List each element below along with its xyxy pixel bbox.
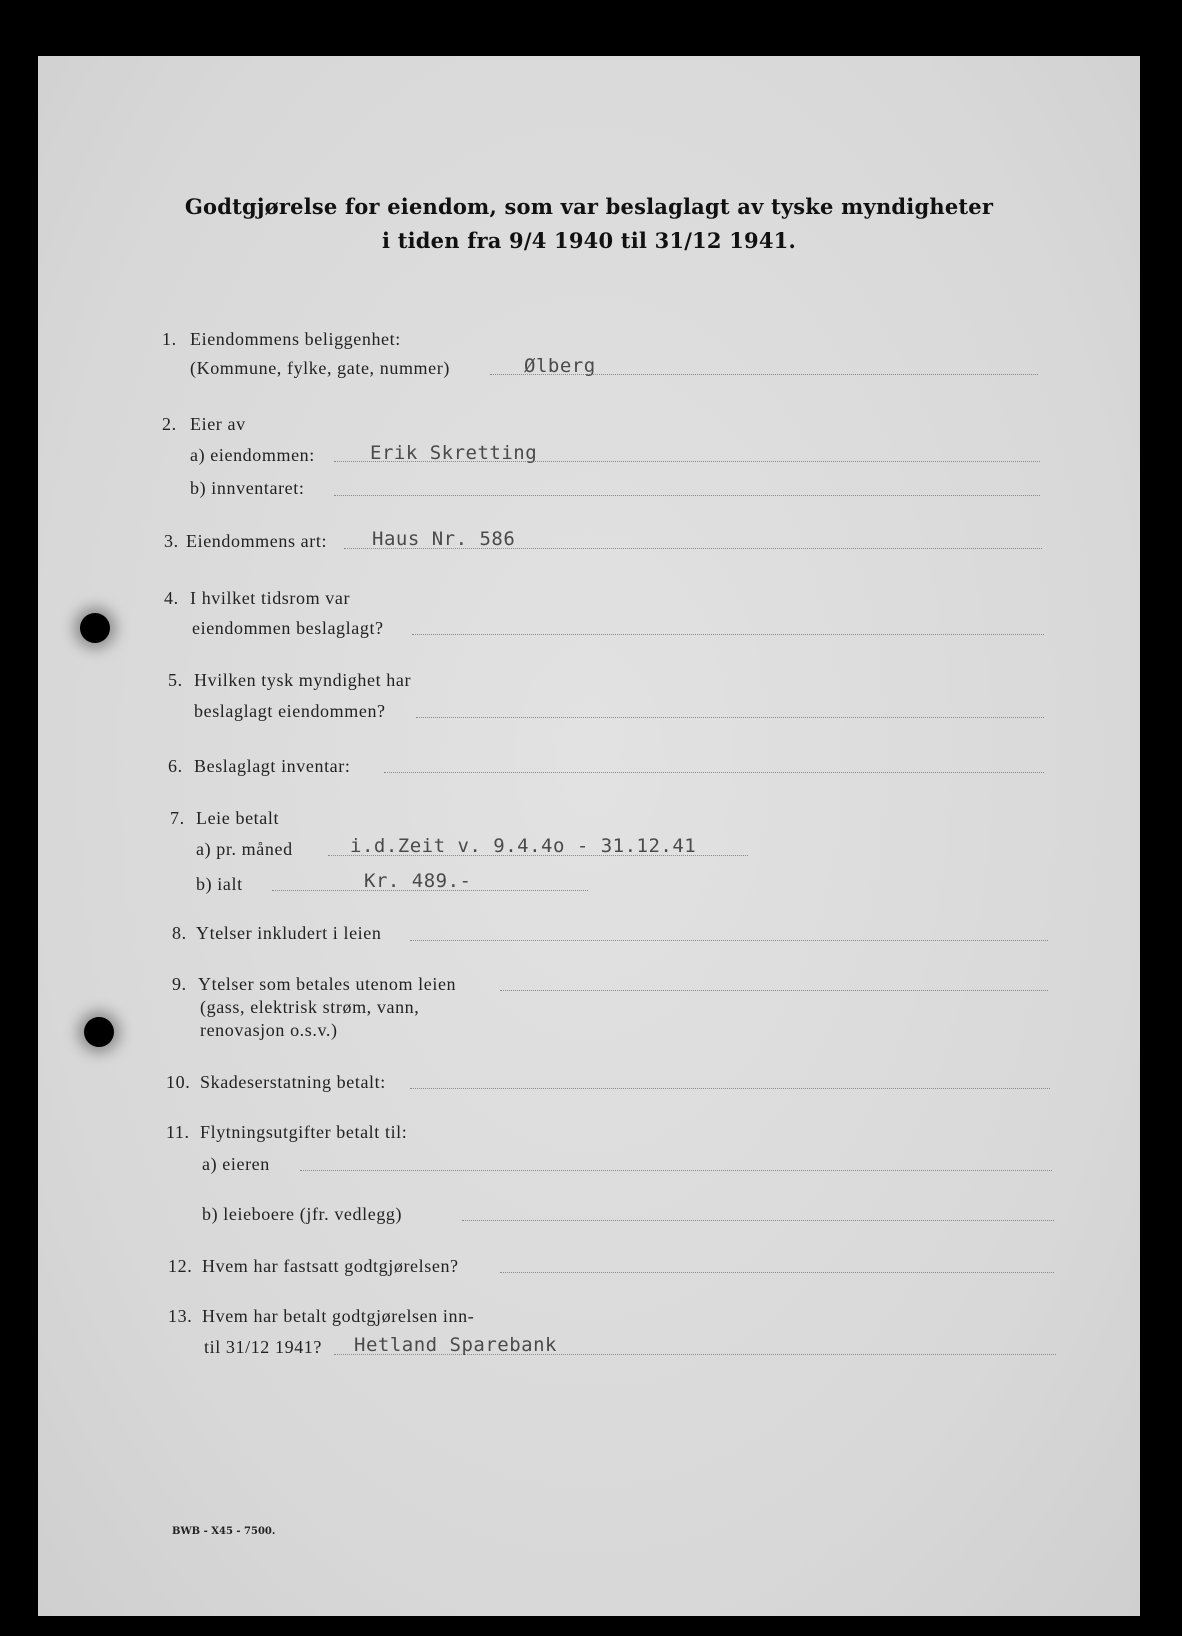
q4-label: I hvilket tidsrom var: [190, 588, 351, 608]
q7-label: Leie betalt: [196, 808, 280, 828]
q8-answer-line: [410, 940, 1048, 941]
q2a-answer: Erik Skretting: [370, 442, 538, 464]
q1-number: 1.: [162, 329, 177, 349]
q11-label: Flytningsutgifter betalt til:: [200, 1122, 408, 1142]
q4-answer-line: [412, 634, 1044, 635]
q13-sublabel: til 31/12 1941?: [204, 1337, 322, 1357]
q11a-answer-line: [300, 1170, 1052, 1171]
q6-label: Beslaglagt inventar:: [194, 756, 351, 776]
form-title-line-1: Godtgjørelse for eiendom, som var beslaglagt av tyske myndigheter: [184, 194, 994, 219]
q1-label: Eiendommens beliggenhet:: [190, 329, 401, 349]
q2a-label: a) eiendommen:: [190, 445, 315, 465]
q3-label: Eiendommens art:: [186, 531, 328, 551]
q7a-answer: i.d.Zeit v. 9.4.4o - 31.12.41: [350, 835, 697, 857]
q4-sublabel: eiendommen beslaglagt?: [192, 618, 384, 638]
q12-answer-line: [500, 1272, 1054, 1273]
q4-number: 4.: [164, 588, 179, 608]
q11a-label: a) eieren: [202, 1154, 270, 1174]
q2b-answer-line: [334, 495, 1040, 496]
q5-answer-line: [416, 717, 1044, 718]
q5-label: Hvilken tysk myndighet har: [194, 670, 412, 690]
q9-number: 9.: [172, 974, 187, 994]
q11b-answer-line: [462, 1220, 1054, 1221]
q6-number: 6.: [168, 756, 183, 776]
q12-number: 12.: [168, 1256, 193, 1276]
q7a-label: a) pr. måned: [196, 839, 293, 859]
q2-label: Eier av: [190, 414, 246, 434]
q8-label: Ytelser inkludert i leien: [196, 923, 382, 943]
q6-answer-line: [384, 772, 1044, 773]
form-sheet: [38, 56, 1140, 1616]
q5-number: 5.: [168, 670, 183, 690]
q9-sublabel-1: (gass, elektrisk strøm, vann,: [200, 997, 420, 1017]
q5-sublabel: beslaglagt eiendommen?: [194, 701, 386, 721]
q3-answer: Haus Nr. 586: [372, 528, 516, 550]
form-footer-code: BWB - X45 - 7500.: [172, 1526, 276, 1537]
q9-answer-line: [500, 990, 1048, 991]
q10-number: 10.: [166, 1072, 191, 1092]
q8-number: 8.: [172, 923, 187, 943]
q3-number: 3.: [164, 531, 179, 551]
punch-hole-top: [80, 613, 110, 643]
q1-answer: Ølberg: [524, 355, 596, 377]
q12-label: Hvem har fastsatt godtgjørelsen?: [202, 1256, 459, 1276]
q13-number: 13.: [168, 1306, 193, 1326]
q10-answer-line: [410, 1088, 1050, 1089]
q7b-answer: Kr. 489.-: [364, 870, 472, 892]
q9-label: Ytelser som betales utenom leien: [198, 974, 457, 994]
q13-answer: Hetland Sparebank: [354, 1334, 557, 1356]
punch-hole-bottom: [84, 1017, 114, 1047]
form-title-line-2: i tiden fra 9/4 1940 til 31/12 1941.: [382, 228, 796, 253]
q11-number: 11.: [166, 1122, 190, 1142]
q7-number: 7.: [170, 808, 185, 828]
q7b-label: b) ialt: [196, 874, 243, 894]
q11b-label: b) leieboere (jfr. vedlegg): [202, 1204, 403, 1224]
q10-label: Skadeserstatning betalt:: [200, 1072, 386, 1092]
q2b-label: b) innventaret:: [190, 478, 305, 498]
q13-label: Hvem har betalt godtgjørelsen inn-: [202, 1306, 475, 1326]
q9-sublabel-2: renovasjon o.s.v.): [200, 1020, 338, 1040]
q2-number: 2.: [162, 414, 177, 434]
q1-sublabel: (Kommune, fylke, gate, nummer): [190, 358, 450, 378]
